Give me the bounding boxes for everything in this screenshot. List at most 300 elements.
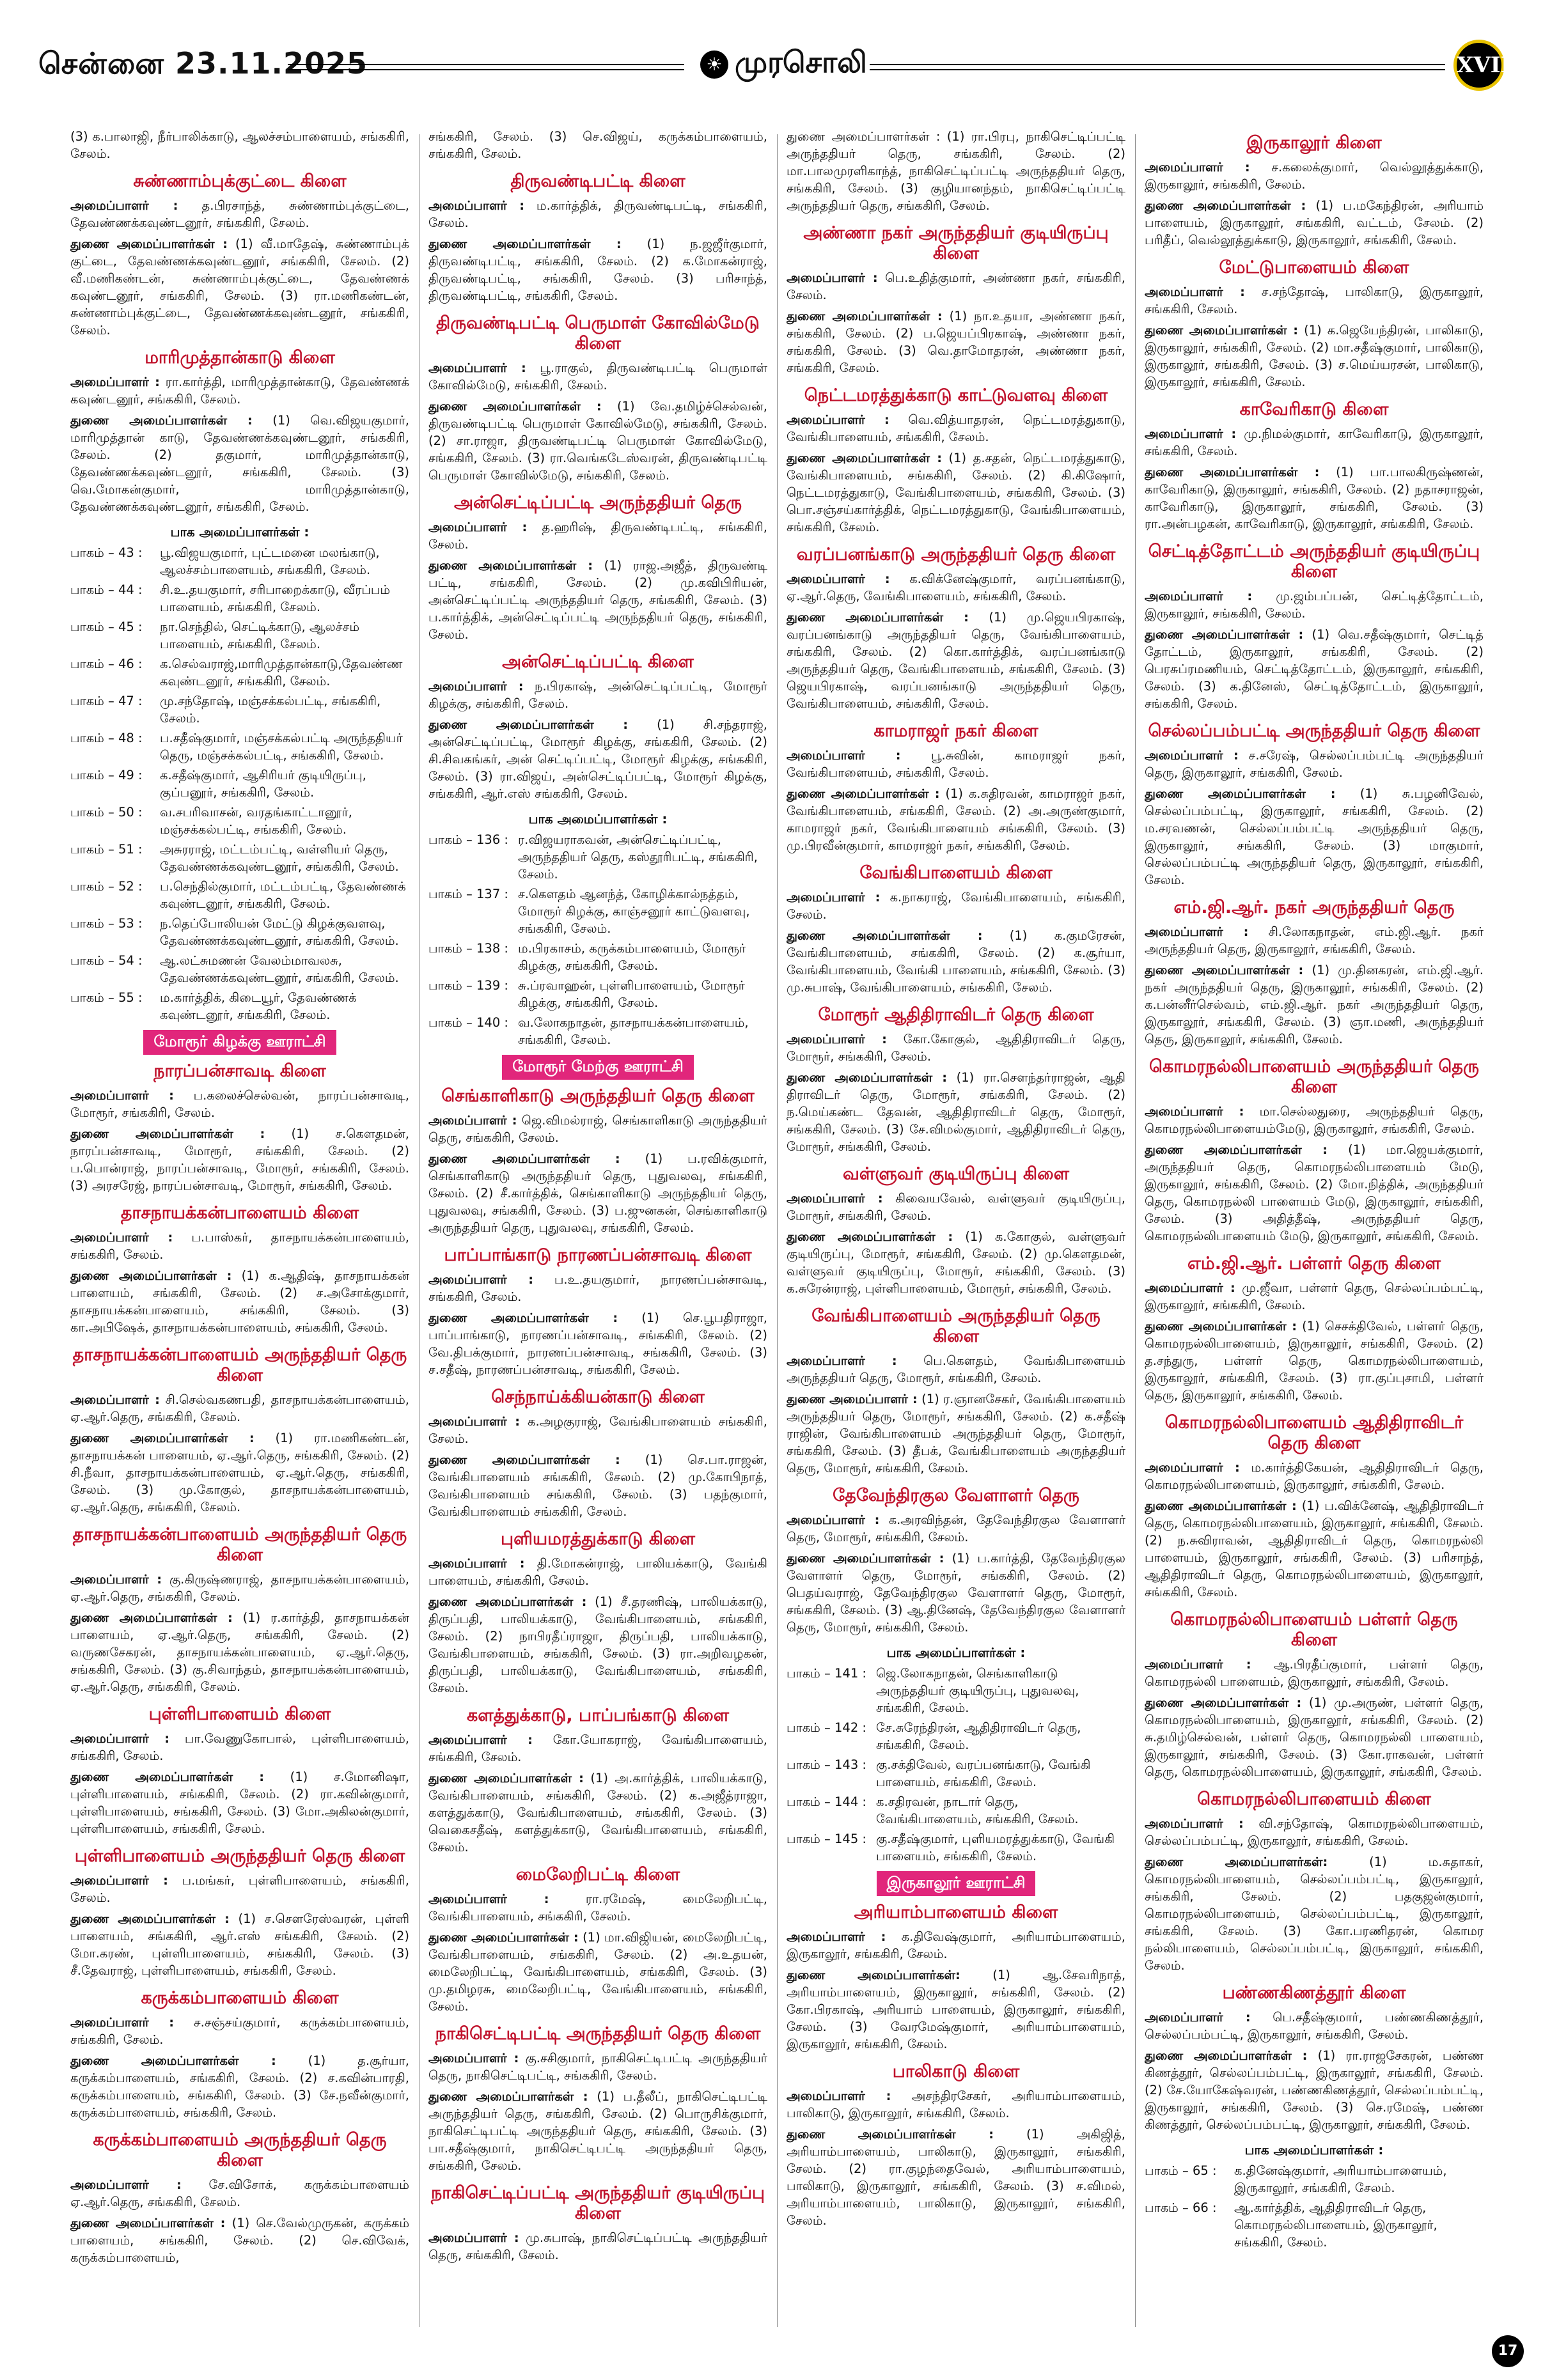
- organizer-entry: [428, 1271, 767, 1305]
- deputy-organizers-label: துணை அமைப்பாளர்கள் :: [1145, 627, 1304, 642]
- organizer-label: அமைப்பாளர் :: [428, 361, 526, 375]
- deputy-organizers-entry: [70, 1768, 409, 1837]
- branch-title: மேட்டுபாளையம் கிளை: [1219, 258, 1409, 277]
- part-number: பாகம் – 51 :: [70, 842, 143, 857]
- organizer-name: க.விக்னேஷ்குமார், வரப்பனங்காடு, ஏ.ஆர்.தெரு, வேங்கிபாளையம், சங்ககிரி, சேலம்.: [787, 572, 1125, 603]
- part-organizer: க.செல்வராஜ்,மாரிமுத்தான்காடு,தேவண்ண கவுண்டனூர், சங்ககிரி, சேலம்.: [160, 657, 403, 688]
- organizer-name: க.அழகுராஜ், வேங்கிபாளையம் சங்ககிரி, சேலம்.: [428, 1414, 767, 1446]
- organizer-entry: [428, 1890, 767, 1925]
- deputy-organizers-label: துணை அமைப்பாளர்கள் :: [1145, 786, 1336, 801]
- branch-title: வள்ளுவர் குடியிருப்பு கிளை: [842, 1164, 1070, 1184]
- deputy-organizers-label: துணை அமைப்பாளர்கள்:: [1145, 1855, 1328, 1869]
- part-organizer: ச.கௌதம் ஆனந்த், கோழிக்கால்நத்தம், மோரூர் கிழக்கு, காஞ்சனூர் காட்டுவளவு, சங்ககிரி, சேலம்.: [518, 887, 750, 936]
- deputy-organizers-entry: [1145, 626, 1484, 712]
- deputy-organizers-names: (1) மா.விஜியன், மைலேறிபட்டி, வேங்கிபாளையம், சங்ககிரி, சேலம். (2) அ.உதயன், மைலேறிபட்டி, வேங்கிபாளையம், சங்ககிரி, சேலம். (3) மு.தமிழரசு, மைலேறிபட்டி, வேங்கிபாளையம், சங்ககிரி, சேலம்.: [428, 1930, 767, 2014]
- organizer-entry: [787, 269, 1125, 304]
- deputy-organizers-names: (1) செசக்திவேல், பள்ளர் தெரு, கொமரநல்லிபாளையம், இருகாலூர், சங்ககிரி, சேலம். (2) த.சந்துரு, பள்ளர் தெரு, கொமரநல்லிபாளையம், இருகாலூர், சங்ககிரி, சேலம். (3) ரா.குப்புசாமி, பள்ளர் தெரு, இருகாலூர், சங்ககிரி, சேலம்.: [1145, 1319, 1484, 1403]
- part-number: பாகம் – 143 :: [787, 1757, 866, 1772]
- deputy-organizers-label: துணை அமைப்பாளர்கள் :: [428, 558, 593, 573]
- deputy-organizers-entry: [1145, 2047, 1484, 2133]
- organizer-entry: [428, 678, 767, 712]
- part-row: [70, 581, 409, 616]
- part-organizer: வ.சபரிவாசன், வரதங்காட்டானூர், மஞ்சக்கல்பட்டி, சங்ககிரி, சேலம்.: [160, 805, 352, 837]
- deputy-organizers-entry: [70, 412, 409, 515]
- part-row: [1145, 2199, 1484, 2251]
- branch-section: [428, 1245, 767, 1378]
- branch-title: நெட்டமரத்துக்காடு காட்டுவளவு கிளை: [804, 385, 1108, 405]
- part-organizers-title: பாக அமைப்பாளர்கள் :: [886, 1645, 1026, 1660]
- part-number: பாகம் – 50 :: [70, 805, 143, 820]
- organizer-name: ப.மங்கர், புள்ளிபாளையம், சங்ககிரி, சேலம்.: [70, 1873, 409, 1905]
- deputy-organizers-label: துணை அமைப்பாளர்கள் :: [787, 928, 983, 943]
- organizer-label: அமைப்பாளர் :: [428, 1892, 549, 1906]
- branch-section: [70, 1203, 409, 1336]
- organizer-name: த.ஹரிஷ், திருவண்டிபட்டி, சங்ககிரி, சேலம்.: [428, 520, 767, 552]
- organizer-name: ச.சந்தோஷ், பாலிகாடு, இருகாலூர், சங்ககிரி, சேலம்.: [1145, 284, 1484, 316]
- column-4: [1145, 128, 1484, 2340]
- page-number-badge: XVII: [1453, 40, 1505, 91]
- deputy-organizers-names: (1) ந.ஜஜீர்குமார், திருவண்டிபட்டி, சங்ககிரி, சேலம். (2) க.மோகன்ராஜ், திருவண்டிபட்டி, சங்ககிரி, சேலம். (3) பரிசாந்த், திருவண்டிபட்டி, சங்ககிரி, சேலம்.: [428, 237, 767, 303]
- branch-section: [428, 1086, 767, 1236]
- branch-section: [1145, 541, 1484, 712]
- deputy-organizers-entry: [787, 609, 1125, 712]
- deputy-organizers-label: துணை அமைப்பாளர்கள் :: [70, 1126, 265, 1141]
- branch-title: சுண்ணாம்புக்குட்டை கிளை: [133, 171, 347, 191]
- organizer-name: அசந்திரசேகர், அரியாம்பாளையம், பாலிகாடு, இருகாலூர், சங்ககிரி, சேலம்.: [787, 2088, 1125, 2120]
- part-row: [70, 915, 409, 949]
- part-number: பாகம் – 47 :: [70, 694, 143, 708]
- part-number: பாகம் – 53 :: [70, 916, 143, 931]
- deputy-organizers-names: (1) சு.பழனிவேல், செல்லப்பம்பட்டி, இருகாலூர், சங்ககிரி, சேலம். (2) ம.சரவணன், செல்லப்பம்பட்டி அருந்ததியர் தெரு, இருகாலூர், சங்ககிரி, சேலம். (3) மாகுமார், செல்லப்பம்பட்டி அருந்ததியர் தெரு, இருகாலூர், சங்ககிரி, சேலம்.: [1145, 786, 1484, 887]
- deputy-organizers-names: (1) ப.கார்த்தி, தேவேந்திரகுல வேளாளர் தெரு, மோரூர், சங்ககிரி, சேலம். (2) பெதய்வராஜ், தேவேந்திரகுல வேளாளர் தெரு, மோரூர், சங்ககிரி, சேலம். (3) ஆ.தினேஷ், தேவேந்திரகுல வேளாளர் தெரு, மோரூர், சங்ககிரி, சேலம்.: [787, 1551, 1125, 1635]
- branch-title: புள்ளிபாளையம் கிளை: [148, 1704, 331, 1724]
- branch-title: மாரிமுத்தான்காடு கிளை: [145, 348, 335, 368]
- deputy-organizers-entry: [1145, 1141, 1484, 1245]
- branch-section: [787, 1164, 1125, 1297]
- branch-title: வேங்கிபாளையம் கிளை: [859, 863, 1053, 883]
- deputy-organizers-label: துணை அமைப்பாளர்கள் :: [1145, 1498, 1297, 1513]
- part-organizer: க.சதீஷ்குமார், ஆசிரியர் குடியிருப்பு, குப்பனூர், சங்ககிரி, சேலம்.: [160, 768, 366, 800]
- organizer-entry: [787, 1190, 1125, 1224]
- deputy-organizers-names: (1) ரா.மணிகண்டன், தாசநாயக்கன் பாளையம், ஏ.ஆர்.தெரு, சங்ககிரி, சேலம். (2) சி.நீவா, தாசநாயக்கன்பாளையம், ஏ.ஆர்.தெரு, சங்ககிரி, சேலம். (3) மு.கோகுல், தாசநாயக்கன்பாளையம், ஏ.ஆர்.தெரு, சங்ககிரி, சேலம்.: [70, 1431, 409, 1514]
- organizer-label: அமைப்பாளர் :: [787, 270, 878, 285]
- part-organizers-title: பாக அமைப்பாளர்கள் :: [528, 811, 668, 827]
- deputy-organizers-names: (1) க.ஆதிஷ், தாசநாயக்கன் பாளையம், சங்ககிரி, சேலம். (2) ச.அசோக்குமார், தாசநாயக்கன்பாளையம், சங்ககிரி, சேலம். (3) கா.அபிஷேக், தாசநாயக்கன்பாளையம், சங்ககிரி, சேலம்.: [70, 1268, 409, 1335]
- organizer-entry: [787, 2087, 1125, 2122]
- organizer-entry: [1145, 1103, 1484, 1137]
- branch-title: அண்ணா நகர் அருந்ததியர் குடியிருப்பு கிளை: [803, 223, 1109, 263]
- organizer-entry: [428, 359, 767, 394]
- part-number: பாகம் – 145 :: [787, 1832, 866, 1846]
- deputy-organizers-label: துணை அமைப்பாளர்கள் :: [1145, 465, 1320, 479]
- part-organizer: கு.சக்திவேல், வரப்பனங்காடு, வேங்கி பாளையம், சங்ககிரி, சேலம்.: [876, 1757, 1091, 1789]
- continuation-text: [787, 128, 1125, 214]
- part-organizer: ர.விஜயராகவன், அன்செட்டிப்பட்டி, அருந்ததியர் தெரு, கஸ்தூரிபட்டி, சங்ககிரி, சேலம்.: [518, 832, 758, 882]
- organizer-label: அமைப்பாளர் :: [1145, 589, 1253, 603]
- organizer-name: ஜெ.விமல்ராஜ், செங்காளிகாடு அருந்ததியர் தெரு, சங்ககிரி, சேலம்.: [428, 1113, 767, 1145]
- branch-title: தாசநாயக்கன்பாளையம் அருந்ததியர் தெரு கிளை: [72, 1525, 407, 1565]
- masthead-rule-left: [288, 64, 684, 70]
- deputy-organizers-label: துணை அமைப்பாளர்கள் :: [428, 237, 622, 251]
- deputy-organizers-label: துணை அமைப்பாளர்கள் :: [787, 2127, 994, 2142]
- part-organizers-block: [1145, 2142, 1484, 2251]
- part-organizer: நா.செந்தில், செட்டிக்காடு, ஆலச்சம் பாளையம், சங்ககிரி, சேலம்.: [160, 619, 360, 651]
- deputy-organizers-entry: [787, 1966, 1125, 2053]
- deputy-organizers-label: துணை அமைப்பாளர்கள் :: [787, 309, 943, 323]
- deputy-organizers-label: துணை அமைப்பாளர்கள் :: [428, 399, 602, 414]
- branch-title: புளியமரத்துக்காடு கிளை: [501, 1529, 695, 1549]
- branch-section: [70, 1525, 409, 1695]
- organizer-name: பூ.சுவின், காமராஜர் நகர், வேங்கிபாளையம், சங்ககிரி, சேலம்.: [787, 748, 1125, 780]
- deputy-organizers-names: (1) நா.உதயா, அண்ணா நகர், சங்ககிரி, சேலம். (2) ப.ஜெயப்பிரகாஷ், அண்ணா நகர், சங்ககிரி, சேலம். (3) வெ.தாமோதரன், அண்ணா நகர், சங்ககிரி, சேலம்.: [787, 309, 1125, 375]
- deputy-organizers-entry: [1145, 1497, 1484, 1601]
- deputy-organizers-entry: [787, 785, 1125, 854]
- organizer-entry: [70, 197, 409, 231]
- organizer-name: கோ.கோகுல், ஆதிதிராவிடர் தெரு, மோரூர், சங்ககிரி, சேலம்.: [787, 1032, 1125, 1064]
- deputy-organizers-entry: [70, 235, 409, 339]
- deputy-organizers-names: (1) ம.சுதாகர், கொமரநல்லிபாளையம், செல்லப்பம்பட்டி, இருகாலூர், சங்ககிரி, சேலம். (2) பதகுஜன்குமார், கொமரநல்லிபாளையம், செல்லப்பம்பட்டி, இருகாலூர், சங்ககிரி, சேலம். (3) கோ.பரணிதரன், கொமர நல்லிபாளையம், செல்லப்பம்பட்டி, இருகாலூர், சங்ககிரி, சேலம்.: [1145, 1855, 1484, 1973]
- deputy-organizers-entry: [428, 1150, 767, 1236]
- part-organizer: ஆ.கார்த்திக், ஆதிதிராவிடர் தெரு, கொமரநல்லிபாளையம், இருகாலூர், சங்ககிரி, சேலம்.: [1234, 2200, 1437, 2250]
- part-organizer: ஆ.லட்சுமணன் வேலம்மாவலசு, தேவண்ணக்கவுண்டனூர், சங்ககிரி, சேலம்.: [160, 953, 399, 985]
- deputy-organizers-label: துணை அமைப்பாளர்கள் :: [70, 237, 228, 251]
- organizer-entry: [428, 518, 767, 553]
- branch-title: கொமரநல்லிபாளையம் கிளை: [1197, 1789, 1431, 1809]
- deputy-organizers-entry: [428, 1309, 767, 1378]
- organizer-label: அமைப்பாளர் :: [787, 1353, 897, 1368]
- organizer-label: அமைப்பாளர் :: [428, 2051, 519, 2065]
- branch-section: [787, 863, 1125, 996]
- branch-section: [428, 1387, 767, 1520]
- branch-title: நாரப்பன்சாவடி கிளை: [153, 1061, 326, 1081]
- organizer-label: அமைப்பாளர் :: [70, 2177, 182, 2192]
- branch-section: [787, 385, 1125, 536]
- branch-title: எம்.ஜி.ஆர். நகர் அருந்ததியர் தெரு: [1173, 898, 1455, 917]
- part-organizer: சு.ப்ரவாஹன், புள்ளிபாளையம், மோரூர் கிழக்கு, சங்ககிரி, சேலம்.: [518, 978, 745, 1010]
- organizer-entry: [1145, 283, 1484, 318]
- organizer-entry: [70, 1872, 409, 1906]
- organizer-label: அமைப்பாளர் :: [1145, 1460, 1240, 1475]
- deputy-organizers-names: (1) ச.கௌதமன், நாரப்பன்சாவடி, மோரூர், சங்ககிரி, சேலம். (2) ப.பொன்ராஜ், நாரப்பன்சாவடி, மோரூர், சங்ககிரி, சேலம். (3) அரசரேஜ், நாரப்பன்சாவடி, மோரூர், சங்ககிரி, சேலம்.: [70, 1126, 409, 1193]
- organizer-name: தி.மோகன்ராஜ், பாலியக்காடு, வேங்கி பாளையம், சங்ககிரி, சேலம்.: [428, 1556, 767, 1588]
- part-number: பாகம் – 138 :: [428, 941, 508, 956]
- part-row: [70, 544, 409, 579]
- organizer-label: அமைப்பாளர் :: [1145, 1280, 1235, 1295]
- deputy-organizers-names: (1) ரா.ராஜசேகரன், பண்ண கிணத்தூர், செல்லப்பம்பட்டி, இருகாலூர், சங்ககிரி, சேலம். (2) சே.யோகேஷ்வரன், பண்ணகிணத்தூர், செல்லப்பம்பட்டி, இருகாலூர், சங்ககிரி, சேலம். (3) செ.ரமேஷ், பண்ண கிணத்தூர், செல்லப்பம்பட்டி, இருகாலூர், சங்ககிரி, சேலம்.: [1145, 2048, 1484, 2132]
- organizer-label: அமைப்பாளர் :: [428, 679, 524, 694]
- part-row: [70, 692, 409, 727]
- branch-title: திருவண்டிபட்டி பெருமாள் கோவில்மேடு கிளை: [436, 313, 760, 354]
- part-number: பாகம் – 48 :: [70, 731, 143, 745]
- deputy-organizers-label: துணை அமைப்பாளர்கள் :: [70, 1610, 233, 1625]
- deputy-organizers-entry: [428, 1769, 767, 1856]
- organizer-name: வி.சந்தோஷ், கொமரநல்லிபாளையம், செல்லப்பம்பட்டி, இருகாலூர், சங்ககிரி, சேலம்.: [1145, 1816, 1484, 1848]
- organizer-name: மா.செல்லதுரை, அருந்ததியர் தெரு, கொமரநல்லிபாளையம்மேடு, இருகாலூர், சங்ககிரி, சேலம்.: [1145, 1104, 1484, 1136]
- organizer-name: மு.ஜம்பப்பன், செட்டித்தோட்டம், இருகாலூர், சங்ககிரி, சேலம்.: [1145, 589, 1484, 621]
- branch-title: செட்டித்தோட்டம் அருந்ததியர் குடியிருப்பு கிளை: [1148, 541, 1480, 582]
- organizer-label: அமைப்பாளர் :: [1145, 426, 1237, 441]
- deputy-organizers-entry: [787, 1390, 1125, 1477]
- organizer-label: அமைப்பாளர் :: [1145, 284, 1245, 299]
- body-text: சங்ககிரி, சேலம். (3) செ.விஜய், கருக்கம்பாளையம், சங்ககிரி, சேலம்.: [428, 129, 767, 161]
- organizer-name: சி.லோகநாதன், எம்.ஜி.ஆர். நகர் அருந்ததியர் தெரு, இருகாலூர், சங்ககிரி, சேலம்.: [1145, 924, 1484, 956]
- branch-section: [428, 313, 767, 484]
- part-row: [787, 1756, 1125, 1791]
- organizer-label: அமைப்பாளர் :: [787, 412, 889, 427]
- continuation-text: [428, 128, 767, 162]
- branch-title: பாப்பாங்காடு நாரணப்பன்சாவடி கிளை: [444, 1245, 752, 1265]
- organizer-name: ச.கலைக்குமார், வெல்லூத்துக்காடு, இருகாலூர், சங்ககிரி, சேலம்.: [1145, 160, 1484, 192]
- branch-section: [787, 1486, 1125, 1636]
- deputy-organizers-entry: [787, 449, 1125, 536]
- branch-section: [428, 493, 767, 643]
- organizer-entry: [1145, 159, 1484, 193]
- deputy-organizers-label: துணை அமைப்பாளர்கள் :: [428, 1151, 620, 1166]
- deputy-organizers-label: துணை அமைப்பாளர்கள் :: [428, 717, 629, 732]
- organizer-name: ப.கலைச்செல்வன், நாரப்பன்சாவடி, மோரூர், சங்ககிரி, சேலம்.: [70, 1088, 409, 1120]
- part-organizer: ஜெ.லோகநாதன், செங்காளிகாடு அருந்ததியர் குடியிருப்பு, புதுவலவு, சங்ககிரி, சேலம்.: [876, 1666, 1079, 1715]
- organizer-label: அமைப்பாளர் :: [787, 748, 901, 763]
- part-row: [428, 977, 767, 1011]
- branch-section: [428, 1865, 767, 2015]
- deputy-organizers-names: (1) ச.சௌரேஸ்வரன், புள்ளி பாளையம், சங்ககிரி, ஆர்.எஸ் சங்ககிரி, சேலம். (2) மோ.கரண், புள்ளிபாளையம், சங்ககிரி, சேலம். (3) சீ.தேவராஜ், புள்ளிபாளையம், சங்ககிரி, சேலம்.: [70, 1911, 409, 1978]
- organizer-name: கிவையவேல், வள்ளுவர் குடியிருப்பு, மோரூர், சங்ககிரி, சேலம்.: [787, 1191, 1125, 1223]
- deputy-organizers-names: (1) ப.மகேந்திரன், அரியாம் பாளையம், இருகாலூர், சங்ககிரி, வட்டம், சேலம். (2) பரிதீப், வெல்லூத்துக்காடு, இருகாலூர், சங்ககிரி, சேலம்.: [1145, 198, 1484, 247]
- panchayat-banner: இருகாலூர் ஊராட்சி: [877, 1871, 1036, 1896]
- organizer-name: ரா.கார்த்தி, மாரிமுத்தான்காடு, தேவண்ணக் கவுண்டனூர், சங்ககிரி, சேலம்.: [70, 375, 409, 407]
- deputy-organizers-label: துணை அமைப்பாளர்கள் :: [70, 2053, 276, 2068]
- deputy-organizers-entry: [1145, 785, 1484, 889]
- branch-section: [1145, 1983, 1484, 2133]
- part-number: பாகம் – 49 :: [70, 768, 143, 782]
- branch-section: [787, 223, 1125, 377]
- branch-title: புள்ளிபாளையம் அருந்ததியர் தெரு கிளை: [74, 1846, 405, 1866]
- branch-section: [70, 1988, 409, 2121]
- organizer-label: அமைப்பாளர் :: [70, 1088, 174, 1103]
- organizer-name: கு.சசிகுமார், நாகிசெட்டிபட்டி அருந்ததியர் தெரு, நாகிசெட்டிபட்டி, சங்ககிரி, சேலம்.: [428, 2051, 767, 2083]
- deputy-organizers-label: துணை அமைப்பாளர்கள் :: [428, 2089, 588, 2104]
- organizer-name: ம.கார்த்திக், திருவண்டிபட்டி, சங்ககிரி, சேலம்.: [428, 198, 767, 230]
- newspaper-logo: [700, 45, 867, 84]
- deputy-organizers-entry: [70, 2214, 409, 2266]
- part-number: பாகம் – 137 :: [428, 887, 508, 901]
- part-row: [428, 885, 767, 937]
- organizer-name: பெ.உதித்குமார், அண்ணா நகர், சங்ககிரி, சேலம்.: [787, 270, 1125, 302]
- organizer-entry: [1145, 747, 1484, 781]
- organizer-entry: [70, 2176, 409, 2211]
- part-organizers-title: பாக அமைப்பாளர்கள் :: [1244, 2142, 1384, 2158]
- column-1: [70, 128, 409, 2340]
- deputy-organizers-names: (1) க.குமரேசன், வேங்கிபாளையம், சங்ககிரி, சேலம். (2) க.சூர்யா, வேங்கிபாளையம், வேங்கி பாளையம், சங்ககிரி, சேலம். (3) மு.சுபாஷ், வேங்கிபாளையம், சங்ககிரி, சேலம்.: [787, 928, 1125, 995]
- organizer-entry: [787, 889, 1125, 923]
- deputy-organizers-entry: [1145, 1694, 1484, 1780]
- deputy-organizers-names: (1) அகிஜித், அரியாம்பாளையம், பாலிகாடு, இருகாலூர், சங்ககிரி, சேலம். (2) ரா.குழந்தைவேல், அரியாம்பாளையம், பாலிகாடு, இருகாலூர், சங்ககிரி, சேலம். (3) ச.விமல், அரியாம்பாளையம், பாலிகாடு, இருகாலூர், சங்ககிரி, சேலம்.: [787, 2127, 1125, 2228]
- organizer-entry: [787, 1352, 1125, 1387]
- branch-title: தாசநாயக்கன்பாளையம் அருந்ததியர் தெரு கிளை: [72, 1345, 407, 1385]
- deputy-organizers-label: துணை அமைப்பாளர்கள் :: [1145, 323, 1299, 338]
- part-row: [70, 766, 409, 801]
- branch-title: இருகாலூர் கிளை: [1246, 133, 1382, 153]
- organizer-name: க.நாகராஜ், வேங்கிபாளையம், சங்ககிரி, சேலம்.: [787, 890, 1125, 922]
- deputy-organizers-entry: [787, 1228, 1125, 1297]
- deputy-organizers-entry: [428, 1593, 767, 1697]
- part-organizer: பூ.விஜயகுமார், புட்டமனை மலங்காடு, ஆலச்சம்பாளையம், சங்ககிரி, சேலம்.: [160, 545, 380, 577]
- organizer-label: அமைப்பாளர் :: [1145, 1657, 1251, 1672]
- deputy-organizers-label: துணை அமைப்பாளர்கள் :: [428, 1311, 618, 1325]
- organizer-label: அமைப்பாளர் :: [787, 1191, 883, 1206]
- part-row: [428, 831, 767, 883]
- branch-section: [1145, 1254, 1484, 1404]
- deputy-organizers-entry: [787, 1550, 1125, 1636]
- deputy-organizers-label: துணை அமைப்பாளர்கள் :: [70, 1431, 255, 1445]
- branch-title: செங்காளிகாடு அருந்ததியர் தெரு கிளை: [441, 1086, 755, 1106]
- deputy-organizers-names: (1) வே.தமிழ்ச்செல்வன், திருவண்டிபட்டி பெருமாள் கோவில்மேடு, சங்ககிரி, சேலம். (2) சா.ராஜா, திருவண்டிபட்டி பெருமாள் கோவில்மேடு, சங்ககிரி, சேலம். (3) ரா.வெங்கடேஸ்வரன், திருவண்டிபட்டி பெருமாள் கோவில்மேடு, சங்ககிரி, சேலம்.: [428, 399, 767, 483]
- branch-title: அன்செட்டிப்பட்டி கிளை: [502, 652, 694, 672]
- branch-section: [428, 1706, 767, 1856]
- deputy-organizers-names: (1) செ.வேல்முருகன், கருக்கம் பாளையம், சங்ககிரி, சேலம். (2) செ.விவேக், கருக்கம்பாளையம்,: [70, 2216, 409, 2265]
- part-row: [70, 804, 409, 838]
- part-number: பாகம் – 55 :: [70, 990, 143, 1005]
- organizer-name: சி.செல்வகணபதி, தாசநாயக்கன்பாளையம், ஏ.ஆர்.தெரு, சங்ககிரி, சேலம்.: [70, 1392, 409, 1424]
- organizer-name: க.திவேஷ்குமார், அரியாம்பாளையம், இருகாலூர், சங்ககிரி, சேலம்.: [787, 1929, 1125, 1961]
- part-organizer: அசுரராஜ், மட்டம்பட்டி, வள்ளியர் தெரு, தேவண்ணக்கவுண்டனூர், சங்ககிரி, சேலம்.: [160, 842, 399, 874]
- organizer-entry: [70, 1730, 409, 1764]
- part-row: [787, 1665, 1125, 1716]
- branch-section: [1145, 1789, 1484, 1974]
- part-row: [428, 940, 767, 974]
- organizer-name: ப.உ.தயகுமார், நாரணப்பன்சாவடி, சங்ககிரி, சேலம்.: [428, 1272, 767, 1304]
- organizer-entry: [1145, 2009, 1484, 2043]
- part-row: [70, 729, 409, 764]
- branch-section: [428, 2183, 767, 2264]
- branch-section: [70, 1345, 409, 1516]
- organizer-label: அமைப்பாளர் :: [70, 2015, 175, 2030]
- deputy-organizers-entry: [787, 2126, 1125, 2229]
- organizer-label: அமைப்பாளர் :: [1145, 1104, 1244, 1119]
- part-organizer: சே.சுரேந்திரன், ஆதிதிராவிடர் தெரு, சங்ககிரி, சேலம்.: [876, 1720, 1081, 1752]
- organizer-label: அமைப்பாளர் :: [1145, 160, 1250, 175]
- branch-title: செல்லப்பம்பட்டி அருந்ததியர் தெரு கிளை: [1148, 721, 1480, 741]
- part-organizer: சி.உ.தயகுமார், சரிபாறைக்காடு, வீரப்பம் பாளையம், சங்ககிரி, சேலம்.: [160, 582, 391, 614]
- organizer-entry: [428, 1112, 767, 1146]
- organizer-name: க.அரவிந்தன், தேவேந்திரகுல வேளாளர் தெரு, மோரூர், சங்ககிரி, சேலம்.: [787, 1513, 1125, 1544]
- deputy-organizers-label: துணை அமைப்பாளர்கள் :: [70, 1769, 265, 1784]
- organizer-name: ந.பிரகாஷ், அன்செட்டிப்பட்டி, மோரூர் கிழக்கு, சங்ககிரி, சேலம்.: [428, 679, 767, 711]
- deputy-organizers-label: துணை அமைப்பாளர்கள் :: [428, 1594, 587, 1609]
- part-number: பாகம் – 142 :: [787, 1720, 866, 1735]
- branch-title: காமராஜர் நகர் கிளை: [873, 721, 1038, 741]
- branch-title: பண்ணகிணத்தூர் கிளை: [1222, 1983, 1406, 2003]
- part-number: பாகம் – 44 :: [70, 582, 143, 597]
- deputy-organizers-names: (1) அ.கார்த்திக், பாலியக்காடு, வேங்கிபாளையம், சங்ககிரி, சேலம். (2) க.அஜீத்ராஜா, களத்துக்காடு, வேங்கிபாளையம், சங்ககிரி, சேலம். (3) வெகைசதீஷ், களத்துக்காடு, வேங்கிபாளையம், சங்ககிரி, சேலம்.: [428, 1771, 767, 1855]
- branch-section: [787, 1306, 1125, 1477]
- part-number: பாகம் – 141 :: [787, 1666, 866, 1681]
- deputy-organizers-entry: [1145, 463, 1484, 533]
- deputy-organizers-entry: [70, 1609, 409, 1695]
- deputy-organizers-label: துணை அமைப்பாளர்கள் :: [70, 2216, 226, 2230]
- deputy-organizers-entry: [70, 1125, 409, 1194]
- organizer-entry: [1145, 1459, 1484, 1493]
- organizer-name: ச.சஞ்சய்குமார், கருக்கம்பாளையம், சங்ககிரி, சேலம்.: [70, 2015, 409, 2047]
- organizer-entry: [428, 1413, 767, 1447]
- deputy-organizers-entry: [428, 1929, 767, 2015]
- part-number: பாகம் – 43 :: [70, 545, 143, 560]
- deputy-organizers-names: (1) க.சுதிரவன், காமராஜர் நகர், வேங்கிபாளையம், சங்ககிரி, சேலம். (2) அ.அருண்குமார், காமராஜர் நகர், வேங்கிபாளையம் சங்ககிரி, சேலம். (3) மு.பிரவீன்குமார், காமராஜர் நகர், சங்ககிரி, சேலம்.: [787, 786, 1125, 853]
- branch-section: [787, 1902, 1125, 2053]
- deputy-organizers-label: துணை அமைப்பாளர்கள்:: [787, 1968, 960, 1982]
- branch-section: [70, 171, 409, 339]
- deputy-organizers-names: (1) மு.ஜெயபிரகாஷ், வரப்பனங்காடு அருந்ததியர் தெரு, வேங்கிபாளையம், சங்ககிரி, சேலம். (2) கொ.கார்த்திக், வரப்பனங்காடு அருந்ததியர் தெரு, வேங்கிபாளையம், சங்ககிரி, சேலம். (3) ஜெயபிரகாஷ், வரப்பனங்காடு அருந்ததியர் தெரு, வேங்கிபாளையம், சங்ககிரி, சேலம்.: [787, 610, 1125, 711]
- organizer-label: அமைப்பாளர் :: [787, 572, 890, 586]
- part-row: [787, 1719, 1125, 1754]
- part-organizer: க.சதிரவன், நாடார் தெரு, வேங்கிபாளையம், சங்ககிரி, சேலம்.: [876, 1794, 1079, 1826]
- deputy-organizers-label: துணை அமைப்பாளர்கள் :: [1145, 1142, 1328, 1157]
- organizer-entry: [1145, 587, 1484, 622]
- masthead-rule-right: [870, 64, 1445, 70]
- deputy-organizers-names: (1) க.ஜெயேந்திரன், பாலிகாடு, இருகாலூர், சங்ககிரி, சேலம். (2) மா.சதீஷ்குமார், பாலிகாடு, இருகாலூர், சங்ககிரி, சேலம். (3) ச.மெய்யரசன், பாலிகாடு, இருகாலூர், சங்ககிரி, சேலம்.: [1145, 323, 1484, 389]
- organizer-label: அமைப்பாளர் :: [787, 2088, 891, 2103]
- deputy-organizers-label: துணை அமைப்பாளர்கள் :: [787, 1229, 953, 1244]
- organizer-label: அமைப்பாளர் :: [1145, 748, 1239, 763]
- organizer-label: அமைப்பாளர் :: [428, 520, 528, 534]
- branch-title: கருக்கம்பாளையம் கிளை: [141, 1988, 339, 2008]
- part-number: பாகம் – 136 :: [428, 832, 508, 847]
- body-text: (3) க.பாலாஜி, நீர்பாலிக்காடு, ஆலச்சம்பாளையம், சங்ககிரி, சேலம்.: [70, 129, 409, 161]
- branch-section: [1145, 1610, 1484, 1780]
- part-organizers-block: [787, 1645, 1125, 1865]
- part-number: பாகம் – 139 :: [428, 978, 508, 993]
- part-row: [70, 618, 409, 653]
- organizer-name: ச.சரேஷ், செல்லப்பம்பட்டி அருந்ததியர் தெரு, இருகாலூர், சங்ககிரி, சேலம்.: [1145, 748, 1484, 780]
- deputy-organizers-entry: [787, 1069, 1125, 1155]
- part-number: பாகம் – 66 :: [1145, 2200, 1217, 2215]
- deputy-organizers-names: (1) மு.அருண், பள்ளர் தெரு, கொமரநல்லிபாளையம், இருகாலூர், சங்ககிரி, சேலம். (2) சு.தமிழ்செல்வன், பள்ளர் தெரு, கொமரநல்லி பாளையம், இருகாலூர், சங்ககிரி, சேலம். (3) கோ.ராகவன், பள்ளர் தெரு, கொமரநல்லிபாளையம், இருகாலூர், சங்ககிரி, சேலம்.: [1145, 1695, 1484, 1779]
- organizer-name: ப.பாஸ்கர், தாசநாயக்கன்பாளையம், சங்ககிரி, சேலம்.: [70, 1230, 409, 1262]
- part-number: பாகம் – 144 :: [787, 1794, 866, 1809]
- branch-section: [428, 2024, 767, 2174]
- organizer-name: த.பிரசாந்த், சுண்ணாம்புக்குட்டை, தேவண்ணக்கவுண்டனூர், சங்ககிரி, சேலம்.: [70, 198, 409, 230]
- organizer-label: அமைப்பாளர் :: [70, 1731, 169, 1746]
- deputy-organizers-label: துணை அமைப்பாளர்கள் :: [787, 451, 943, 465]
- deputy-organizers-names: (1) ப.தீலீப், நாகிசெட்டிபட்டி அருந்ததியர் தெரு, சங்ககிரி, சேலம். (2) பொருசிக்குமார், நாகிசெட்டிபட்டி அருந்ததியர் தெரு, சங்ககிரி, சேலம். (3) பா.சதீஷ்குமார், நாகிசெட்டிபட்டி அருந்ததியர் தெரு, சங்ககிரி, சேலம்.: [428, 2089, 767, 2173]
- deputy-organizers-names: (1) ரா.சௌந்தர்ராஜன், ஆதி திராவிடர் தெரு, மோரூர், சங்ககிரி, சேலம். (2) ந.மெய்கண்ட தேவன், ஆதிதிராவிடர் தெரு, மோரூர், சங்ககிரி, சேலம். (3) சே.விமல்குமார், ஆதிதிராவிடர் தெரு, மோரூர், சங்ககிரி, சேலம்.: [787, 1070, 1125, 1154]
- branch-section: [70, 2130, 409, 2266]
- branch-title: பாலிகாடு கிளை: [892, 2062, 1020, 2081]
- branch-title: மோரூர் ஆதிதிராவிடர் தெரு கிளை: [818, 1005, 1094, 1025]
- column-3: [787, 128, 1125, 2340]
- branch-section: [70, 1061, 409, 1194]
- deputy-organizers-label: துணை அமைப்பாளர்கள் :: [428, 1771, 584, 1785]
- branch-section: [787, 1005, 1125, 1155]
- organizer-entry: [787, 1928, 1125, 1963]
- organizer-entry: [787, 747, 1125, 781]
- organizer-name: மு.சுபாஷ், நாகிசெட்டிப்பட்டி அருந்ததியர் தெரு, சங்ககிரி, சேலம்.: [428, 2230, 767, 2262]
- organizer-entry: [787, 1511, 1125, 1546]
- branch-section: [70, 348, 409, 515]
- deputy-organizers-entry: [787, 307, 1125, 377]
- organizer-entry: [787, 570, 1125, 605]
- branch-title: திருவண்டிபட்டி கிளை: [510, 171, 685, 191]
- part-row: [70, 952, 409, 986]
- sun-logo-icon: ☀: [700, 51, 728, 79]
- deputy-organizers-names: (1) செ.பூபதிராஜா, பாப்பாங்காடு, நாரணப்பன்சாவடி, சங்ககிரி, சேலம். (2) வே.திபக்குமார், நாரணப்பன்சாவடி, சங்ககிரி, சேலம். (3) ச.சதீஷ், நாரணப்பன்சாவடி, சங்ககிரி, சேலம்.: [428, 1311, 767, 1377]
- organizer-entry: [70, 1087, 409, 1121]
- panchayat-banner: மோரூர் மேற்கு ஊராட்சி: [502, 1055, 694, 1080]
- organizer-entry: [70, 373, 409, 408]
- organizer-entry: [70, 1391, 409, 1426]
- part-organizer: ப.செந்தில்குமார், மட்டம்பட்டி, தேவண்ணக் கவுண்டனூர், சங்ககிரி, சேலம்.: [160, 879, 406, 911]
- deputy-organizers-label: துணை அமைப்பாளர்கள் :: [1145, 198, 1306, 213]
